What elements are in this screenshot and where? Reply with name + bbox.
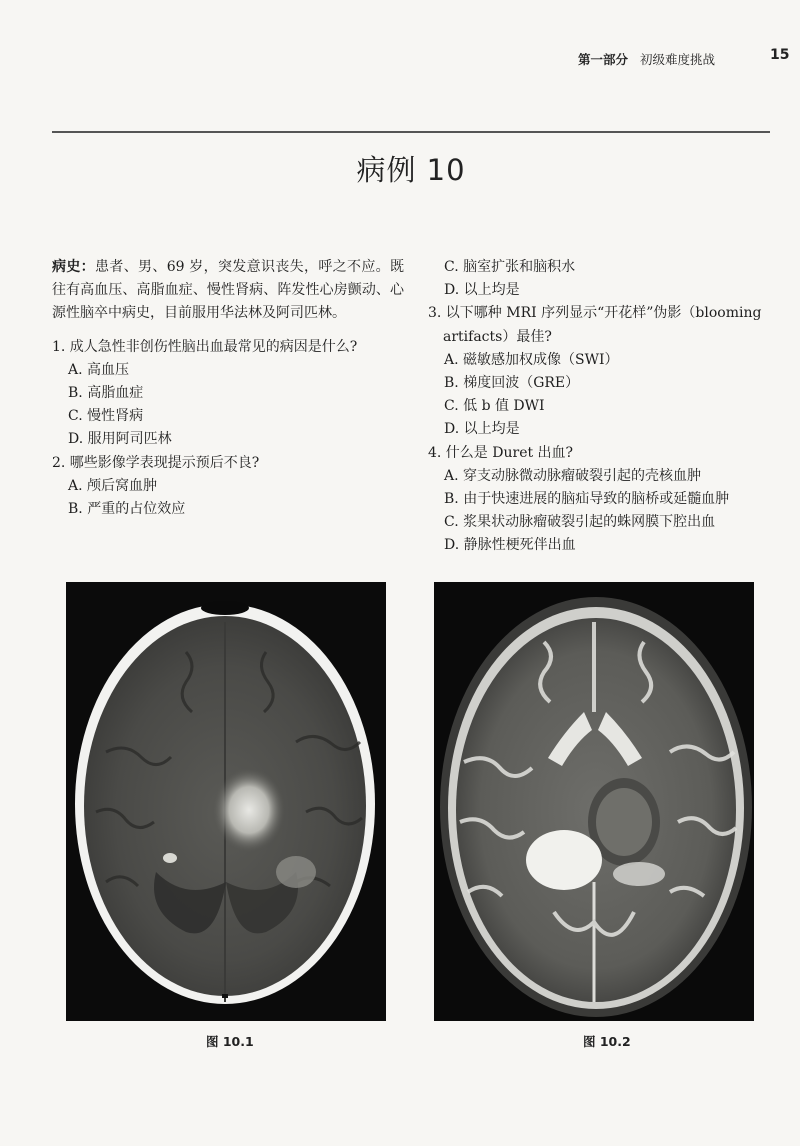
mri-brain-image [434,582,754,1021]
history-label: 病史： [52,259,96,275]
option-d: D. 以上均是 [444,421,520,438]
option-c: C. 脑室扩张和脑积水 [444,259,576,275]
question-stem: 1. 成人急性非创伤性脑出血最常见的病因是什么? [52,338,358,355]
option-c: C. 慢性肾病 [68,408,144,425]
option-a: A. 颅后窝血肿 [68,477,158,494]
option-b: B. 严重的占位效应 [68,501,186,518]
history-text: 患者、男、69 岁，突发意识丧失，呼之不应。既往有高血压、高脂血症、慢性肾病、阵发性心房颤动、心源性脑卒中病史，目前服用华法林及阿司匹林。 [52,259,405,322]
question-stem-line-2: artifacts）最佳? [443,328,552,345]
header-rule [52,131,770,133]
option-b: B. 高脂血症 [68,385,144,402]
figure-caption-10-1: 图 10.1 [206,1034,254,1049]
option-b: B. 梯度回波（GRE） [444,375,580,392]
option-c: C. 低 b 值 DWI [444,398,545,415]
question-4 [428,442,780,558]
option-b: B. 由于快速进展的脑疝导致的脑桥或延髓血肿 [444,491,730,508]
part-title: 初级难度挑战 [640,52,716,67]
question-2 [52,452,404,522]
option-d: D. 以上均是 [444,282,520,299]
case-history [52,256,404,326]
part-label: 第一部分 [578,52,629,67]
option-d: D. 静脉性梗死伴出血 [444,537,576,554]
option-a: A. 穿支动脉微动脉瘤破裂引起的壳核血肿 [444,467,702,484]
question-stem: 4. 什么是 Duret 出血? [428,444,574,461]
right-column [428,256,780,558]
ct-brain-image [66,582,386,1021]
left-column [52,256,404,521]
option-c: C. 浆果状动脉瘤破裂引起的蛛网膜下腔出血 [444,514,716,531]
figure-caption-10-2: 图 10.2 [583,1034,631,1049]
page-number: 15 [770,47,790,63]
option-a: A. 磁敏感加权成像（SWI） [444,351,619,368]
option-a: A. 高血压 [68,361,130,378]
question-3 [428,302,780,441]
question-1 [52,336,404,452]
question-stem: 2. 哪些影像学表现提示预后不良? [52,454,260,471]
option-d: D. 服用阿司匹林 [68,431,172,448]
running-header [578,50,715,68]
question-stem-line-1: 3. 以下哪种 MRI 序列显示“开花样”伪影（blooming [428,305,762,322]
case-title: 病例 10 [356,153,466,187]
